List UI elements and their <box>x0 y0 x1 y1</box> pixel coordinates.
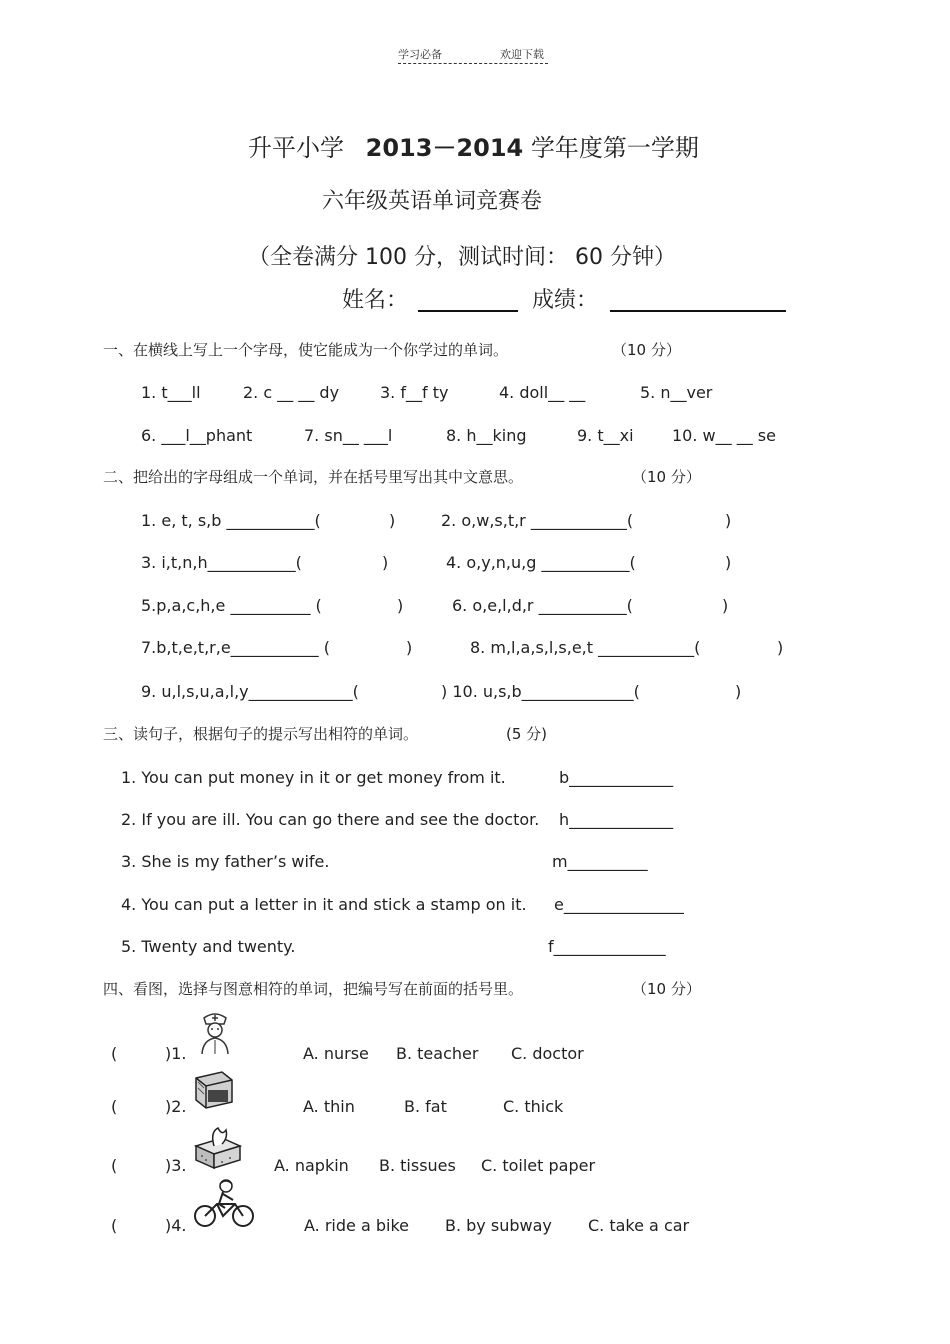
s1-item: 9. t__xi <box>577 426 634 445</box>
s3-sentence: 5. Twenty and twenty. <box>121 937 296 956</box>
s3-answer: e_______________ <box>554 895 684 914</box>
s2-item: 4. o,y,n,u,g ___________( <box>446 553 636 572</box>
section4-heading: 四、看图，选择与图意相符的单词，把编号写在前面的括号里。 <box>103 980 524 998</box>
s1-item: 7. sn__ ___l <box>304 426 393 445</box>
s4-option-c: C. doctor <box>511 1044 584 1063</box>
s4-open-paren: ( <box>111 1156 118 1175</box>
s4-open-paren: ( <box>111 1097 118 1116</box>
cyclist-picture-icon <box>193 1178 255 1228</box>
s4-option-c: C. thick <box>503 1097 564 1116</box>
name-label: 姓名： <box>342 288 409 313</box>
s2-item-close: ) <box>406 638 413 657</box>
score-input-line[interactable] <box>610 310 786 312</box>
s4-option-a: A. thin <box>303 1097 355 1116</box>
page-subtitle: 六年级英语单词竞赛卷 <box>322 189 543 214</box>
s2-item-close: ) <box>389 511 396 530</box>
score-label: 成绩： <box>532 288 599 313</box>
s4-option-b: B. teacher <box>396 1044 479 1063</box>
s1-item: 3. f__f ty <box>380 383 449 402</box>
section2-heading: 二、把给出的字母组成一个单词，并在括号里写出其中文意思。 <box>103 468 524 486</box>
page-title <box>248 128 699 163</box>
s1-item: 8. h__king <box>446 426 527 445</box>
s1-item: 4. doll__ __ <box>499 383 586 402</box>
s2-item: 8. m,l,a,s,l,s,e,t ____________( <box>470 638 701 657</box>
name-input-line[interactable] <box>418 310 518 312</box>
s2-item-close: ) <box>382 553 389 572</box>
header-right-text: 欢迎下载 <box>500 48 544 61</box>
exam-info: （全卷满分 100 分，测试时间： 60 分钟） <box>248 245 676 270</box>
s4-item-number: )3. <box>165 1156 187 1175</box>
s3-answer: h_____________ <box>559 810 674 829</box>
s1-item: 2. c __ __ dy <box>243 383 340 402</box>
s1-item: 6. ___l__phant <box>141 426 253 445</box>
s2-item-close: ) <box>735 682 742 701</box>
s4-option-a: A. nurse <box>303 1044 369 1063</box>
s3-sentence: 3. She is my father’s wife. <box>121 852 330 871</box>
s3-answer: b_____________ <box>559 768 674 787</box>
s4-option-c: C. take a car <box>588 1216 690 1235</box>
section1-heading: 一、在横线上写上一个字母，使它能成为一个你学过的单词。 <box>103 341 509 359</box>
s2-item-close: ) <box>725 511 732 530</box>
title-years: 2013－2014 <box>365 134 524 162</box>
s3-sentence: 4. You can put a letter in it and stick a stamp on it. <box>121 895 527 914</box>
tissue-box-picture-icon <box>192 1124 244 1170</box>
nurse-picture-icon <box>192 1010 238 1058</box>
s4-open-paren: ( <box>111 1044 118 1063</box>
s4-open-paren: ( <box>111 1216 118 1235</box>
s4-option-b: B. by subway <box>445 1216 552 1235</box>
s1-item: 10. w__ __ se <box>672 426 776 445</box>
s2-item: 1. e, t, s,b ___________( <box>141 511 321 530</box>
s4-option-b: B. tissues <box>379 1156 456 1175</box>
s2-item: 6. o,e,l,d,r ___________( <box>452 596 633 615</box>
s2-item: 2. o,w,s,t,r ____________( <box>441 511 634 530</box>
section2-points: （10 分） <box>632 468 701 486</box>
book-picture-icon <box>192 1068 236 1110</box>
s2-item: 5.p,a,c,h,e __________ ( <box>141 596 322 615</box>
s4-option-c: C. toilet paper <box>481 1156 596 1175</box>
section3-heading: 三、读句子，根据句子的提示写出相符的单词。 <box>103 725 419 743</box>
s3-answer: f______________ <box>548 937 666 956</box>
s2-item: 7.b,t,e,t,r,e___________ ( <box>141 638 330 657</box>
header-divider <box>398 63 548 64</box>
section1-points: （10 分） <box>612 341 681 359</box>
s3-sentence: 2. If you are ill. You can go there and see the doctor. <box>121 810 540 829</box>
section4-points: （10 分） <box>632 980 701 998</box>
s2-item-close: ) <box>722 596 729 615</box>
s1-item: 1. t___ll <box>141 383 201 402</box>
s4-option-a: A. ride a bike <box>304 1216 409 1235</box>
s4-option-a: A. napkin <box>274 1156 349 1175</box>
title-school: 升平小学 <box>248 134 344 162</box>
s2-item-close: ) <box>777 638 784 657</box>
s4-item-number: )4. <box>165 1216 187 1235</box>
s4-item-number: )2. <box>165 1097 187 1116</box>
s2-item-close: ) <box>397 596 404 615</box>
s4-item-number: )1. <box>165 1044 187 1063</box>
s3-answer: m__________ <box>552 852 648 871</box>
s2-item-close: ) <box>725 553 732 572</box>
s2-item: ) 10. u,s,b______________( <box>441 682 640 701</box>
s3-sentence: 1. You can put money in it or get money from it. <box>121 768 506 787</box>
section3-points: (5 分) <box>506 725 548 743</box>
s4-option-b: B. fat <box>404 1097 447 1116</box>
s1-item: 5. n__ver <box>640 383 713 402</box>
s2-item: 9. u,l,s,u,a,l,y_____________( <box>141 682 359 701</box>
title-term: 学年度第一学期 <box>530 134 699 162</box>
header-left-text: 学习必备 <box>398 48 442 61</box>
s2-item: 3. i,t,n,h___________( <box>141 553 302 572</box>
